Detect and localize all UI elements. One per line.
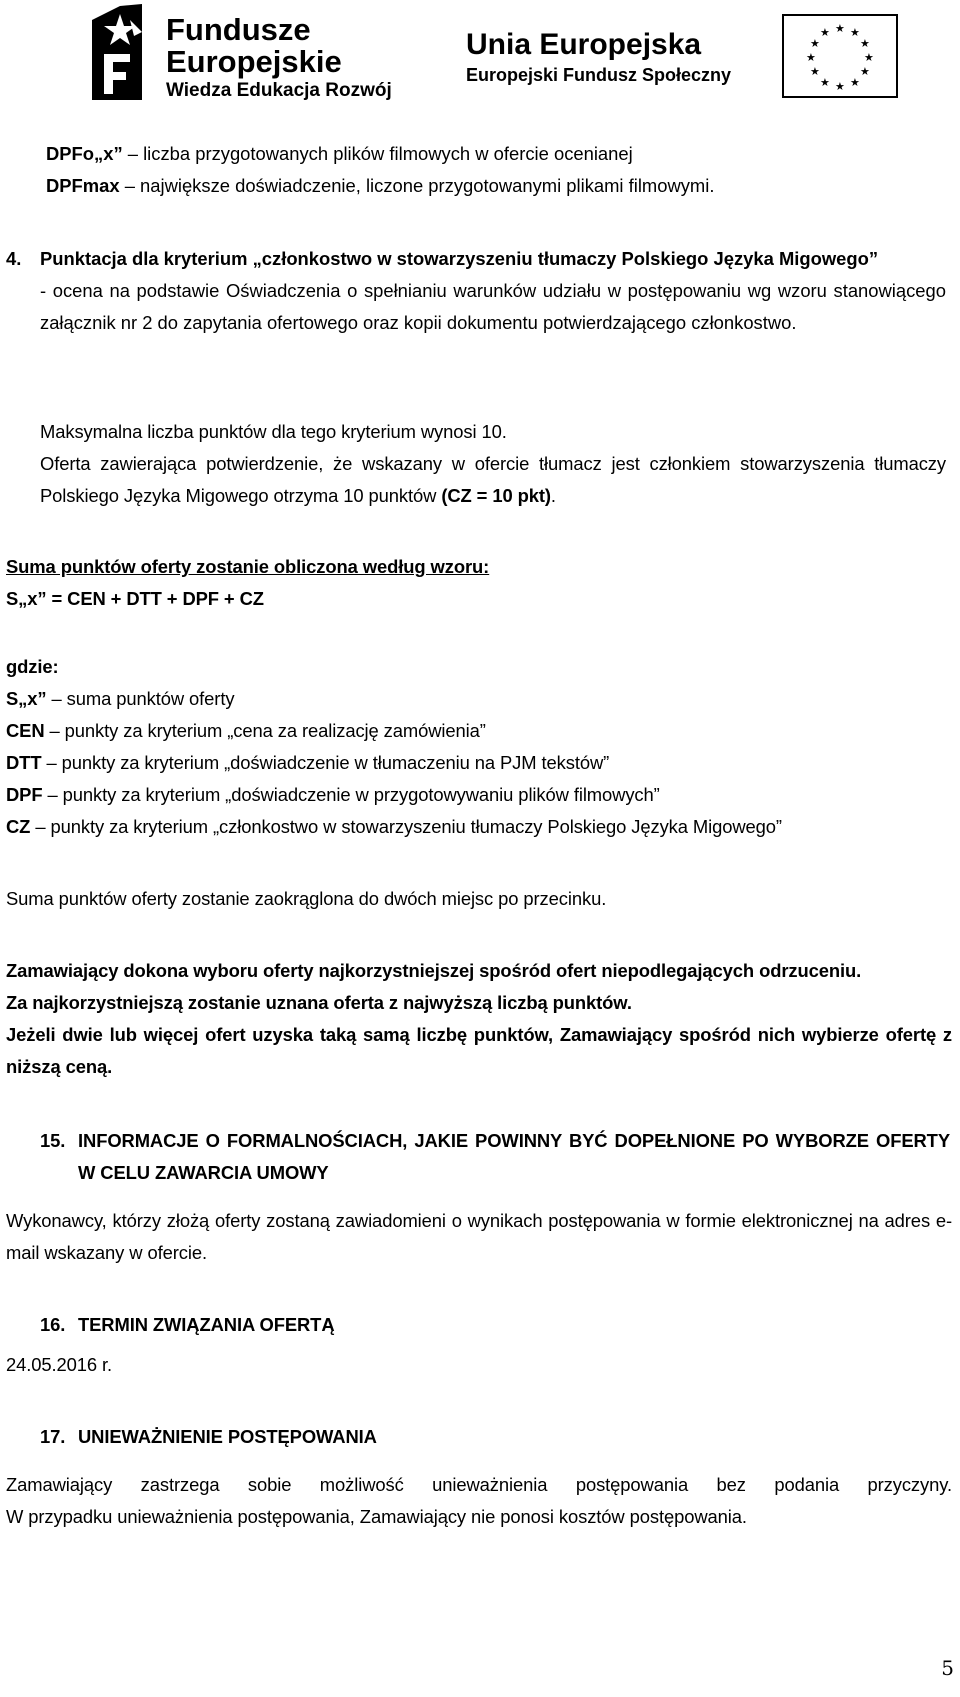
section15-number: 15. xyxy=(40,1130,66,1151)
term-text: – suma punktów oferty xyxy=(46,688,235,709)
definition-text: – liczba przygotowanych plików filmowych w ofercie ocenianej xyxy=(122,143,633,164)
criterion4-offer-end: . xyxy=(550,485,556,506)
definition-term: DPFo„x” xyxy=(46,143,123,164)
svg-text:★: ★ xyxy=(810,37,820,50)
term-text: – punkty za kryterium „członkostwo w stowarzyszeniu tłumaczy Polskiego Języka Migowego” xyxy=(30,816,782,837)
criterion4-description: - ocena na podstawie Oświadczenia o spełnianiu warunków udziału w postępowaniu wg wzoru stanowiącego załącznik nr 2 do zapytania ofertowego oraz kopii dokumentu potwierdzającego członkostwo. xyxy=(40,280,946,333)
selection-rules xyxy=(6,955,952,1083)
svg-text:★: ★ xyxy=(820,26,830,39)
section16-title: TERMIN ZWIĄZANIA OFERTĄ xyxy=(78,1314,335,1335)
term-text: – punkty za kryterium „doświadczenie w tłumaczeniu na PJM tekstów” xyxy=(41,752,610,773)
section16-number: 16. xyxy=(40,1314,66,1335)
list-item xyxy=(6,779,952,811)
definition-term: DPFmax xyxy=(46,175,120,196)
section15-title: INFORMACJE O FORMALNOŚCIACH, JAKIE POWINNY BYĆ DOPEŁNIONE PO WYBORZE OFERTY W CELU ZAWARCIA UMOWY xyxy=(78,1130,950,1183)
section16-body: 24.05.2016 r. xyxy=(6,1354,113,1375)
fundusze-europejskie-logo xyxy=(86,0,406,110)
svg-text:★: ★ xyxy=(850,76,860,89)
formula-equation xyxy=(6,583,906,615)
formula-heading-text: Suma punktów oferty zostanie obliczona według wzoru: xyxy=(6,556,490,577)
criterion4-offer-paragraph xyxy=(40,448,946,512)
svg-text:★: ★ xyxy=(806,51,816,64)
list-item xyxy=(6,683,952,715)
term-label: DPF xyxy=(6,784,43,805)
svg-text:★: ★ xyxy=(835,22,845,35)
section15-body: Wykonawcy, którzy złożą oferty zostaną zawiadomieni o wynikach postępowania w formie elektronicznej na adres e-mail wskazany w ofercie. xyxy=(6,1210,952,1263)
section17-title: UNIEWAŻNIENIE POSTĘPOWANIA xyxy=(78,1426,377,1447)
formula-equation-text: S„x” = CEN + DTT + DPF + CZ xyxy=(6,588,264,609)
svg-text:★: ★ xyxy=(860,37,870,50)
definition-row xyxy=(46,170,906,202)
svg-text:★: ★ xyxy=(864,51,874,64)
unia-europejska-logo xyxy=(466,0,936,110)
ue-logo-line1: Unia Europejska xyxy=(466,28,702,61)
formula-rounding: Suma punktów oferty zostanie zaokrąglona do dwóch miejsc po przecinku. xyxy=(6,888,607,909)
term-label: S„x” xyxy=(6,688,47,709)
ue-logo-line2: Europejski Fundusz Społeczny xyxy=(466,65,732,85)
section17-body1: Zamawiający zastrzega sobie możliwość unieważnienia postępowania bez podania przyczyny. xyxy=(6,1474,952,1495)
eu-flag-icon xyxy=(782,14,898,98)
section17-body xyxy=(6,1469,952,1533)
list-item xyxy=(6,715,952,747)
formula-terms-list xyxy=(6,683,952,843)
fe-logo-line3: Wiedza Edukacja Rozwój xyxy=(166,80,392,101)
selection-line1: Zamawiający dokona wyboru oferty najkorzystniejszej spośród ofert niepodlegających odrzuceniu. xyxy=(6,960,862,981)
criterion4-title-text: Punktacja dla kryterium „członkostwo w stowarzyszeniu tłumaczy Polskiego Języka Migowego” xyxy=(40,248,879,269)
list-item xyxy=(6,811,952,843)
criterion4-number-text: 4. xyxy=(6,248,22,269)
term-label: CEN xyxy=(6,720,45,741)
svg-text:★: ★ xyxy=(860,65,870,78)
fe-star-logo-icon xyxy=(86,2,148,102)
selection-line3: Jeżeli dwie lub więcej ofert uzyska taką samą liczbę punktów, Zamawiający spośród nich wybierze ofertę z niższą ceną. xyxy=(6,1024,952,1077)
svg-text:★: ★ xyxy=(835,80,845,93)
term-label: CZ xyxy=(6,816,31,837)
section17-number: 17. xyxy=(40,1426,66,1447)
term-text: – punkty za kryterium „cena za realizację zamówienia” xyxy=(44,720,486,741)
page-number: 5 xyxy=(941,1656,954,1680)
fe-logo-line2: Europejskie xyxy=(166,44,342,79)
criterion4-offer-text: Oferta zawierająca potwierdzenie, że wskazany w ofercie tłumacz jest członkiem stowarzyszenia tłumaczy Polskiego Języka Migowego otrzyma 10 punktów xyxy=(40,453,946,506)
term-label: DTT xyxy=(6,752,42,773)
svg-text:★: ★ xyxy=(810,65,820,78)
svg-text:★: ★ xyxy=(820,76,830,89)
formula-where xyxy=(6,651,906,683)
section17-body2: W przypadku unieważnienia postępowania, Zamawiający nie ponosi kosztów postępowania. xyxy=(6,1506,747,1527)
formula-heading xyxy=(6,551,906,583)
criterion4-offer-bold: (CZ = 10 pkt) xyxy=(441,485,551,506)
top-definitions xyxy=(46,138,906,202)
selection-line2: Za najkorzystniejszą zostanie uznana oferta z najwyższą liczbą punktów. xyxy=(6,992,632,1013)
formula-where-text: gdzie: xyxy=(6,656,59,677)
term-text: – punkty za kryterium „doświadczenie w przygotowywaniu plików filmowych” xyxy=(42,784,660,805)
list-item xyxy=(6,747,952,779)
definition-text: – największe doświadczenie, liczone przygotowanymi plikami filmowymi. xyxy=(119,175,715,196)
criterion4-title xyxy=(40,243,946,275)
definition-row xyxy=(46,138,906,170)
fe-logo-line1: Fundusze xyxy=(166,12,311,47)
criterion4-max-points: Maksymalna liczba punktów dla tego kryterium wynosi 10. xyxy=(40,421,507,442)
svg-text:★: ★ xyxy=(850,26,860,39)
criterion4-number xyxy=(6,243,40,275)
